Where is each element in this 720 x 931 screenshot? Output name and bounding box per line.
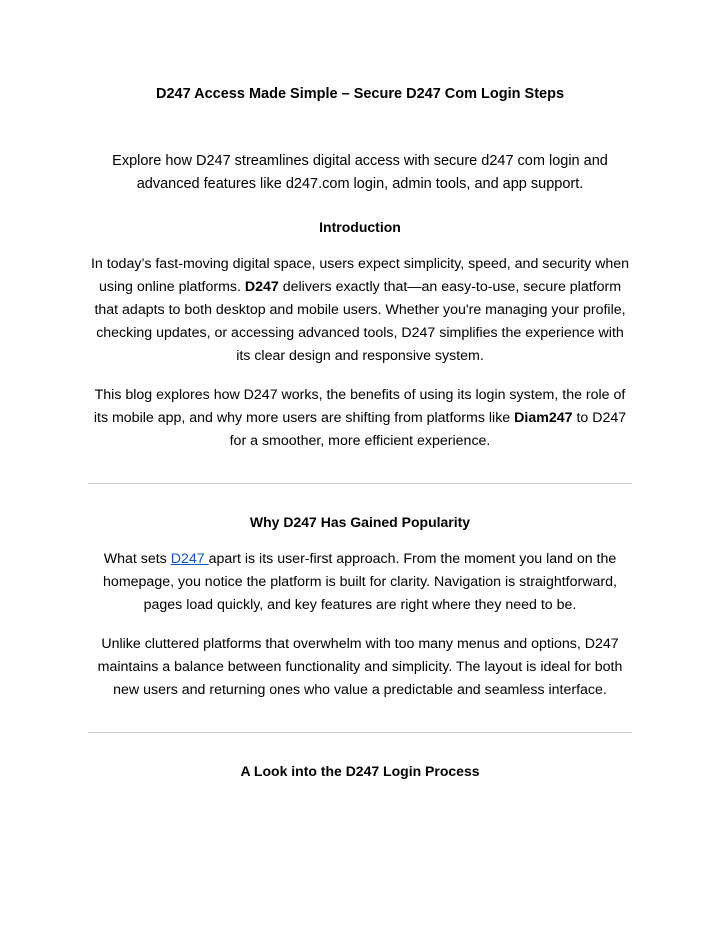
page-title: D247 Access Made Simple – Secure D247 Com Login Steps (155, 86, 565, 102)
section-divider-1 (88, 483, 632, 484)
document-lead-paragraph: Explore how D247 streamlines digital access with secure d247 com login and advanced features like d247.com login, admin tools, and app support. (112, 152, 608, 193)
paragraph-popularity-2: Unlike cluttered platforms that overwhelm with too many menus and options, D247 maintains a balance between functionality and simplicity. The layout is ideal for both new users and returning ones who value a predictable and seamless interface. (97, 635, 623, 698)
section-divider-2 (88, 732, 632, 733)
section-heading-popularity: Why D247 Has Gained Popularity (249, 513, 471, 530)
section-heading-login-process: A Look into the D247 Login Process (240, 762, 480, 779)
section-heading-introduction: Introduction (319, 218, 401, 235)
paragraph-intro-2: This blog explores how D247 works, the benefits of using its login system, the role of its mobile app, and why more users are shifting from platforms like Diam247 to D247 for a smoother, more efficient experience. (93, 386, 627, 449)
emphasis-text: Diam247 (514, 409, 573, 426)
paragraph-popularity-1: What sets D247 apart is its user-first approach. From the moment you land on the homepage, you notice the platform is built for clarity. Navigation is straightforward, pages load quickly, and key features are right where they need to be. (103, 550, 617, 613)
emphasis-text: D247 (244, 278, 279, 295)
inline-link[interactable]: D247 (170, 550, 209, 567)
paragraph-intro-1: In today’s fast-moving digital space, users expect simplicity, speed, and security when using online platforms. D247 delivers exactly that—an easy-to-use, secure platform that adapts to both desktop and mobile users. Whether you're managing your profile, checking updates, or accessing advanced tools, D247 simplifies the experience with its clear design and responsive system. (90, 255, 630, 364)
